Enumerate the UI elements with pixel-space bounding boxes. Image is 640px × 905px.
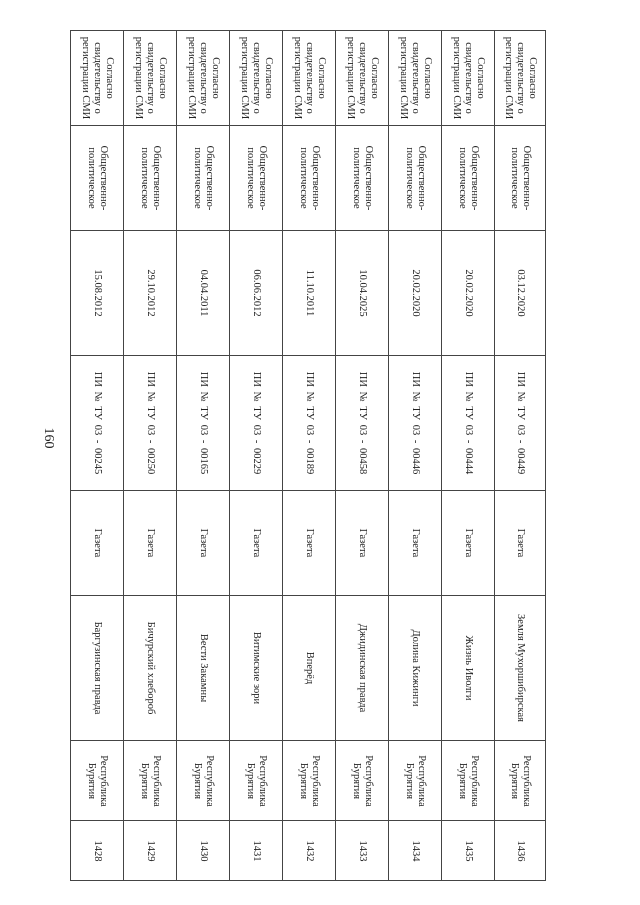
table-cell: [442, 31, 495, 126]
title-text: Вперёд: [304, 651, 316, 685]
title-text: Джидинская правда: [357, 623, 369, 713]
date-text: 20.02.2020: [410, 269, 422, 317]
row-number: 1428: [92, 840, 104, 861]
region-text: Республика Бурятия: [245, 754, 269, 807]
table-cell: [495, 821, 546, 881]
table-cell: [442, 741, 495, 821]
table-cell: [230, 31, 283, 126]
type-band: [71, 491, 546, 596]
table-cell: [495, 491, 546, 596]
table-cell: [283, 821, 336, 881]
table-cell: [71, 356, 124, 491]
row-number: 1436: [515, 840, 527, 861]
specialization-band: [71, 126, 546, 231]
registration-text: ПИ № ТУ 03 - 00245: [92, 371, 104, 475]
date-text: 11.10.2011: [304, 269, 316, 317]
type-text: Газета: [92, 528, 104, 558]
table-cell: [283, 126, 336, 231]
table-cell: [177, 356, 230, 491]
basis-text: Согласно свидетельству о регистрации СМИ: [397, 36, 434, 120]
region-text: Республика Бурятия: [192, 754, 216, 807]
basis-text: Согласно свидетельству о регистрации СМИ: [238, 36, 275, 120]
table-cell: [495, 596, 546, 741]
table-cell: [71, 741, 124, 821]
table-cell: [177, 821, 230, 881]
title-text: Долина Кижинги: [410, 629, 422, 707]
title-text: Витимские зори: [251, 631, 263, 705]
table-cell: [442, 821, 495, 881]
row-number: 1430: [198, 840, 210, 861]
table-cell: [442, 596, 495, 741]
table-cell: [177, 491, 230, 596]
type-text: Газета: [515, 528, 527, 558]
table-cell: [336, 356, 389, 491]
row-number: 1433: [357, 840, 369, 861]
table-cell: [283, 741, 336, 821]
table-cell: [230, 596, 283, 741]
table-cell: [230, 231, 283, 356]
table-cell: [336, 231, 389, 356]
registration-text: ПИ № ТУ 03 - 00229: [251, 371, 263, 475]
region-text: Республика Бурятия: [139, 754, 163, 807]
number-band: [71, 821, 546, 881]
table-cell: [495, 741, 546, 821]
date-text: 20.02.2020: [463, 269, 475, 317]
table-cell: [71, 126, 124, 231]
basis-text: Согласно свидетельству о регистрации СМИ: [79, 36, 116, 120]
table-cell: [230, 741, 283, 821]
type-text: Газета: [251, 528, 263, 558]
region-text: Республика Бурятия: [351, 754, 375, 807]
specialization-text: Общественно-политическое: [86, 145, 110, 211]
registration-text: ПИ № ТУ 03 - 00446: [410, 371, 422, 475]
row-number: 1435: [463, 840, 475, 861]
basis-text: Согласно свидетельству о регистрации СМИ: [450, 36, 487, 120]
region-text: Республика Бурятия: [298, 754, 322, 807]
table-cell: [283, 491, 336, 596]
table-cell: [124, 126, 177, 231]
date-band: [71, 231, 546, 356]
date-text: 03.12.2020: [515, 269, 527, 317]
type-text: Газета: [463, 528, 475, 558]
table-cell: [230, 491, 283, 596]
registration-text: ПИ № ТУ 03 - 00444: [463, 371, 475, 475]
row-number: 1431: [251, 840, 263, 861]
date-text: 10.04.2025: [357, 269, 369, 317]
title-text: Вести Закамны: [198, 633, 210, 703]
table-cell: [389, 491, 442, 596]
specialization-text: Общественно-политическое: [245, 145, 269, 211]
region-text: Республика Бурятия: [457, 754, 481, 807]
date-text: 06.06.2012: [251, 269, 263, 317]
table-cell: [389, 821, 442, 881]
type-text: Газета: [357, 528, 369, 558]
registration-text: ПИ № ТУ 03 - 00165: [198, 371, 210, 475]
table-cell: [336, 491, 389, 596]
table-cell: [177, 31, 230, 126]
type-text: Газета: [198, 528, 210, 558]
table-cell: [177, 596, 230, 741]
date-text: 29.10.2012: [145, 269, 157, 317]
title-text: Жизнь Иволги: [463, 635, 475, 701]
table-cell: [442, 231, 495, 356]
basis-text: Согласно свидетельству о регистрации СМИ: [185, 36, 222, 120]
registration-text: ПИ № ТУ 03 - 00189: [304, 371, 316, 475]
table-cell: [336, 741, 389, 821]
table-cell: [230, 821, 283, 881]
table-cell: [336, 596, 389, 741]
table-cell: [124, 596, 177, 741]
date-text: 15.08.2012: [92, 269, 104, 317]
row-number: 1432: [304, 840, 316, 861]
region-band: [71, 741, 546, 821]
table-cell: [177, 126, 230, 231]
table-cell: [124, 821, 177, 881]
table-cell: [495, 31, 546, 126]
title-text: Земля Мухоршибирская: [515, 614, 527, 722]
table-cell: [71, 491, 124, 596]
table-cell: [71, 596, 124, 741]
table-cell: [442, 126, 495, 231]
table-cell: [283, 596, 336, 741]
region-text: Республика Бурятия: [404, 754, 428, 807]
type-text: Газета: [304, 528, 316, 558]
table-cell: [389, 596, 442, 741]
date-text: 04.04.2011: [198, 269, 210, 317]
table-cell: [71, 31, 124, 126]
table-cell: [389, 31, 442, 126]
page-number: 160: [41, 427, 56, 449]
table-cell: [283, 231, 336, 356]
table-cell: [442, 491, 495, 596]
specialization-text: Общественно-политическое: [509, 145, 533, 211]
table-cell: [389, 741, 442, 821]
table-cell: [283, 356, 336, 491]
table-cell: [124, 231, 177, 356]
table-cell: [177, 741, 230, 821]
table-cell: [389, 231, 442, 356]
table-cell: [442, 356, 495, 491]
table-cell: [124, 31, 177, 126]
table-cell: [389, 126, 442, 231]
basis-text: Согласно свидетельству о регистрации СМИ: [344, 36, 381, 120]
registration-text: ПИ № ТУ 03 - 00250: [145, 371, 157, 475]
type-text: Газета: [145, 528, 157, 558]
table-cell: [495, 231, 546, 356]
row-number: 1434: [410, 840, 422, 861]
table-cell: [495, 126, 546, 231]
specialization-text: Общественно-политическое: [192, 145, 216, 211]
specialization-text: Общественно-политическое: [298, 145, 322, 211]
table-cell: [71, 231, 124, 356]
registration-band: [71, 356, 546, 491]
title-text: Баргузинская правда: [92, 621, 104, 715]
basis-text: Согласно свидетельству о регистрации СМИ: [291, 36, 328, 120]
specialization-text: Общественно-политическое: [457, 145, 481, 211]
table-cell: [230, 356, 283, 491]
title-text: Бичурский хлебороб: [145, 621, 157, 715]
region-text: Республика Бурятия: [86, 754, 110, 807]
specialization-text: Общественно-политическое: [404, 145, 428, 211]
table-cell: [336, 126, 389, 231]
basis-text: Согласно свидетельству о регистрации СМИ: [502, 36, 539, 120]
specialization-text: Общественно-политическое: [139, 145, 163, 211]
table-cell: [495, 356, 546, 491]
registration-text: ПИ № ТУ 03 - 00458: [357, 371, 369, 475]
table-cell: [336, 821, 389, 881]
basis-text: Согласно свидетельству о регистрации СМИ: [132, 36, 169, 120]
table-cell: [71, 821, 124, 881]
registration-text: ПИ № ТУ 03 - 00449: [515, 371, 527, 475]
row-number: 1429: [145, 840, 157, 861]
table-cell: [283, 31, 336, 126]
table-cell: [177, 231, 230, 356]
table-cell: [336, 31, 389, 126]
media-registry-table: [70, 30, 546, 881]
table-cell: [124, 741, 177, 821]
type-text: Газета: [410, 528, 422, 558]
table-cell: [230, 126, 283, 231]
table-cell: [124, 491, 177, 596]
table-cell: [389, 356, 442, 491]
specialization-text: Общественно-политическое: [351, 145, 375, 211]
title-band: [71, 596, 546, 741]
region-text: Республика Бурятия: [509, 754, 533, 807]
basis-band: [71, 31, 546, 126]
table-cell: [124, 356, 177, 491]
